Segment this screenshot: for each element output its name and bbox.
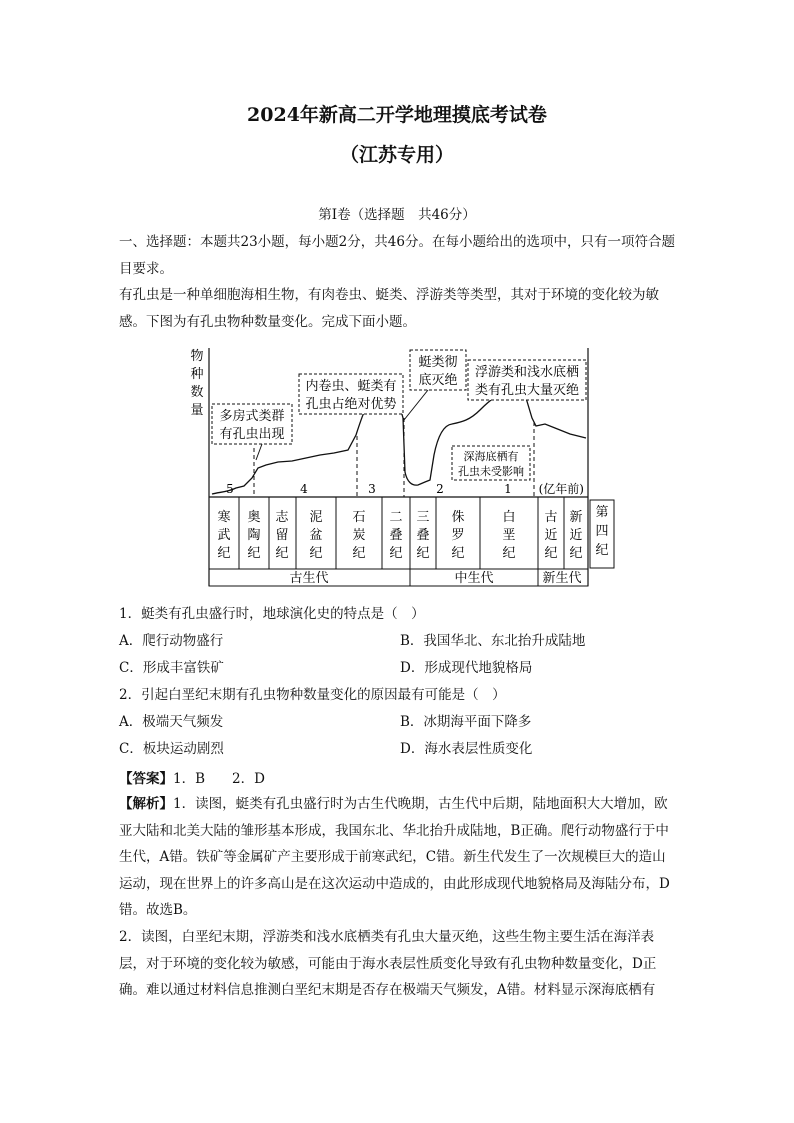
analysis-label: 【解析】 [119,796,173,812]
period-char: 纪 [451,546,465,561]
period-char: 纪 [247,546,261,561]
answer-line [119,767,265,787]
y-label-char: 数 [190,385,204,400]
exam-subtitle: （江苏专用） [339,144,454,166]
y-label-char: 物 [190,349,204,364]
era-label-mesozoic: 中生代 [454,571,494,586]
era-label-cenozoic: 新生代 [542,571,582,586]
period-char: 近 [569,528,583,543]
period-char: 奥 [247,510,261,525]
quaternary-label [595,505,608,558]
period-char: 纪 [569,546,583,561]
question-1-option-d[interactable]: D．形成现代地貌格局 [400,660,533,676]
period-char: 纪 [275,546,289,561]
period-char: 纪 [416,546,430,561]
period-char: 泥 [309,510,323,525]
answer-text: 1．B 2．D [173,771,265,787]
period-char: 纪 [352,546,366,561]
question-2-stem: 2．引起白垩纪末期有孔虫物种数量变化的原因最有可能是（ ） [119,687,506,703]
period-char: 武 [217,528,231,543]
period-char: 近 [544,528,558,543]
material-text: 有孔虫是一种单细胞海相生物，有肉卷虫、蜓类、浮游类等类型，其对于环境的变化较为敏感。下图为有孔虫物种数量变化。完成下面小题。 [119,287,659,330]
period-char: 石 [352,510,366,525]
question-2-option-b[interactable]: B．冰期海平面下降多 [400,714,532,730]
time-ticks [226,481,584,496]
foraminifera-figure [0,340,794,590]
section-heading: 第Ⅰ卷（选择题 共46分） [318,207,476,223]
quaternary-char: 纪 [595,543,609,558]
analysis-paragraph-2: 2．读图，白垩纪末期，浮游类和浅水底栖类有孔虫大量灭绝，这些生物主要生活在海洋表层，对于环境的变化较为敏感，可能由于海水表层性质变化导致有孔虫物种数量变化，D正确。难以通过材料信息推测白垩纪末期是否存在极端天气频发，A错。材料显示深海底栖有 [119,929,657,998]
question-1-option-c[interactable]: C．形成丰富铁矿 [119,660,224,676]
period-char: 侏 [451,510,465,525]
annotation-text: 底灭绝 [418,373,458,388]
time-tick-label: 2 [436,482,444,496]
exam-title: 2024年新高二开学地理摸底考试卷 [247,104,547,126]
annotation-text: 多房式类群 [219,409,285,424]
y-label-char: 量 [190,403,204,418]
y-label-char: 种 [190,367,204,382]
annotation-text: 蜓类彻 [418,355,458,370]
period-char: 寒 [217,510,231,525]
annotation-text: 孔虫占绝对优势 [305,397,397,412]
annotation-text: 孔虫未受影响 [458,465,524,478]
period-char: 三 [416,510,430,525]
period-char: 纪 [217,546,231,561]
annotation-text: 内卷虫、蜓类有 [305,379,397,394]
period-char: 纪 [389,546,403,561]
period-char: 陶 [247,528,261,543]
quaternary-char: 四 [595,524,609,539]
annotation-pointer [256,444,262,460]
period-char: 垩 [502,528,516,543]
era-label-paleozoic: 古生代 [289,571,329,586]
period-char: 纪 [544,546,558,561]
period-char: 二 [389,510,403,525]
period-char: 叠 [416,528,430,543]
period-char: 纪 [309,546,323,561]
answer-label: 【答案】 [119,771,173,787]
period-char: 新 [569,510,583,525]
analysis-paragraph-1 [119,791,679,924]
period-char: 白 [502,510,516,525]
section-instructions: 一、选择题：本题共23小题，每小题2分，共46分。在每小题给出的选项中，只有一项符合题目要求。 [119,234,675,277]
question-1-option-a[interactable]: A．爬行动物盛行 [119,633,224,649]
time-tick-label: 1 [504,482,512,496]
era-row [209,569,588,586]
period-char: 志 [275,510,289,525]
period-char: 留 [275,528,289,543]
time-tick-label: 5 [226,482,234,496]
annotation-text: 深海底栖有 [463,450,519,463]
annotation-text: 类有孔虫大量灭绝 [474,383,580,398]
question-2-option-c[interactable]: C．板块运动剧烈 [119,741,224,757]
question-1-stem: 1．蜓类有孔虫盛行时，地球演化史的特点是（ ） [119,606,425,622]
time-tick-label: 3 [368,482,376,496]
annotation-text: 有孔虫出现 [219,427,285,442]
period-labels [217,509,582,561]
annotation-pointer [404,390,428,420]
period-char: 古 [544,510,558,525]
period-char: 叠 [389,528,403,543]
period-char: 罗 [451,528,465,543]
question-2-option-d[interactable]: D．海水表层性质变化 [400,741,533,757]
period-char: 炭 [352,528,366,543]
period-char: 纪 [502,546,516,561]
question-2-option-a[interactable]: A．极端天气频发 [119,714,224,730]
time-unit-label: (亿年前) [538,482,584,496]
y-axis-label [190,348,203,418]
annotation-text: 浮游类和浅水底栖 [474,365,580,380]
time-tick-label: 4 [300,482,308,496]
analysis-text-1: 1．读图，蜓类有孔虫盛行时为古生代晚期，古生代中后期，陆地面积大大增加，欧亚大陆和北美大陆的雏形基本形成，我国东北、华北抬升成陆地，B正确。爬行动物盛行于中生代，A错。铁矿等金属矿产主要形成于前寒武纪，C错。新生代发生了一次规模巨大的造山运动，现在世界上的许多高山是在这次运动中造成的，由此形成现代地貌格局及海陆分布，D错。故选B。 [119,796,670,918]
quaternary-char: 第 [595,505,609,520]
period-char: 盆 [309,528,323,543]
question-1-option-b[interactable]: B．我国华北、东北抬升成陆地 [400,633,586,649]
